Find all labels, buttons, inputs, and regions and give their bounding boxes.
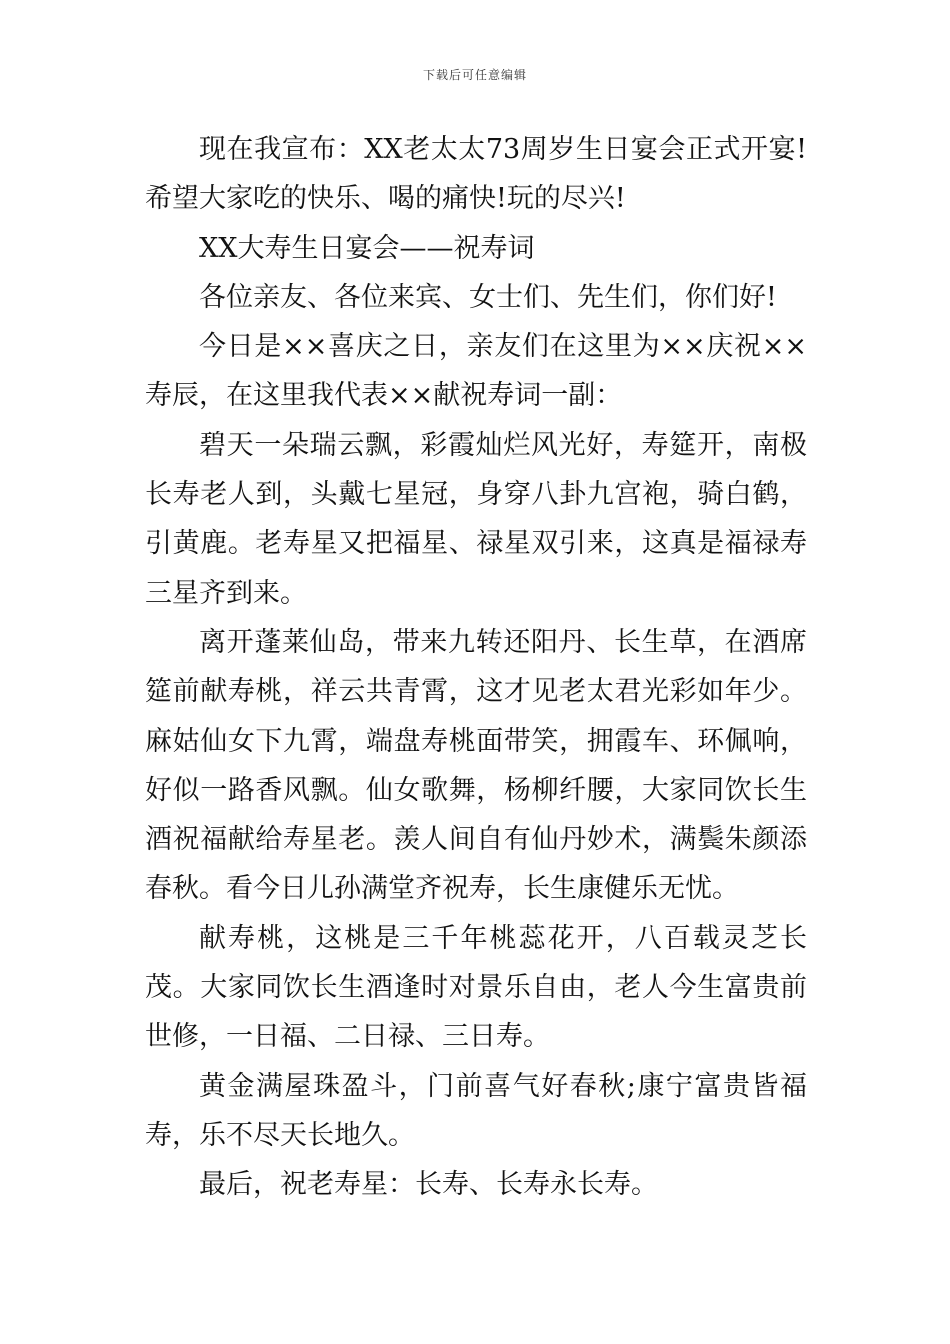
paragraph-announcement: 现在我宣布：XX老太太73周岁生日宴会正式开宴!希望大家吃的快乐、喝的痛快!玩的尽兴! — [145, 134, 807, 215]
header-note: 下载后可任意编辑 — [422, 68, 527, 82]
paragraph-closing: 最后，祝老寿星：长寿、长寿永长寿。 — [199, 1169, 658, 1201]
paragraph-subtitle: XX大寿生日宴会——祝寿词 — [199, 232, 535, 264]
paragraph-verse-1: 碧天一朵瑞云飘，彩霞灿烂风光好，寿筵开，南极长寿老人到，头戴七星冠，身穿八卦九宫袍，骑白鹤，引黄鹿。老寿星又把福星、禄星双引来，这真是福禄寿三星齐到来。 — [145, 429, 807, 609]
paragraph-verse-2: 离开蓬莱仙岛，带来九转还阳丹、长生草，在酒席筵前献寿桃，祥云共青霄，这才见老太君光彩如年少。麻姑仙女下九霄，端盘寿桃面带笑，拥霞车、环佩响，好似一路香风飘。仙女歌舞，杨柳纤腰，大家同饮长生酒祝福献给寿星老。羡人间自有仙丹妙术，满鬓朱颜添春秋。看今日儿孙满堂齐祝寿，长生康健乐无忧。 — [145, 626, 807, 905]
paragraph-greeting: 各位亲友、各位来宾、女士们、先生们，你们好! — [199, 281, 777, 313]
document-body — [145, 125, 807, 1210]
paragraph-verse-3: 献寿桃，这桃是三千年桃蕊花开，八百载灵芝长茂。大家同饮长生酒逢时对景乐自由，老人今生富贵前世修，一日福、二日禄、三日寿。 — [145, 922, 807, 1053]
paragraph-couplet: 黄金满屋珠盈斗，门前喜气好春秋;康宁富贵皆福寿，乐不尽天长地久。 — [145, 1070, 807, 1151]
paragraph-intro: 今日是××喜庆之日，亲友们在这里为××庆祝××寿辰，在这里我代表××献祝寿词一副： — [145, 331, 807, 412]
